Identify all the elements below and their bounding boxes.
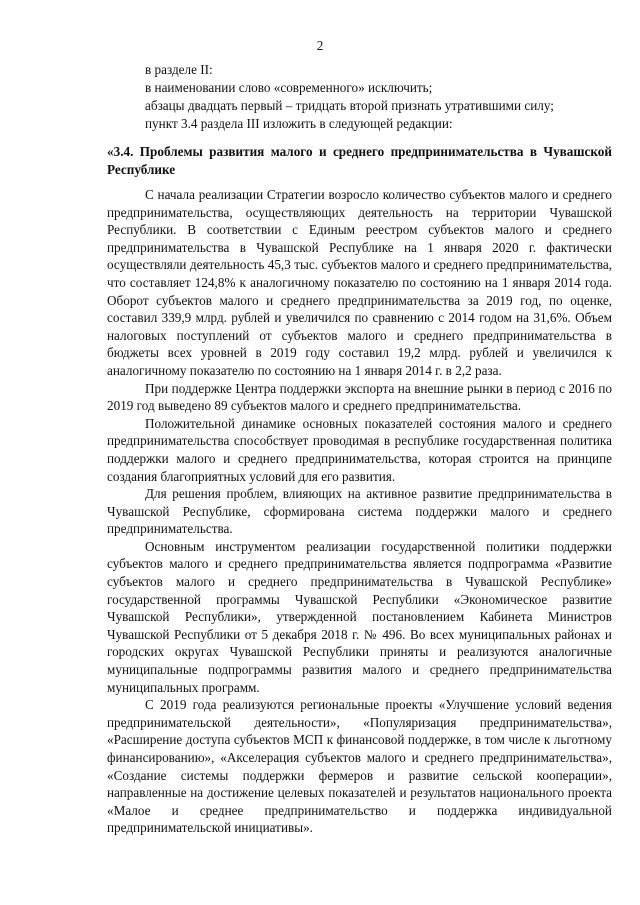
- paragraph-1: С начала реализации Стратегии возросло количество субъектов малого и среднего предпринимательства, осуществляющих деятельность на территории Чувашской Республики. В соответствии с Единым реестром субъектов малого и среднего предпринимательства в Чувашской Республике на 1 января 2020 г. фактически осуществляли деятельность 45,3 тыс. субъектов малого и среднего предпринимательства, что составляет 124,8% к аналогичному показателю по состоянию на 1 января 2014 года. Оборот субъектов малого и среднего предпринимательства за 2019 год, по оценке, составил 339,9 млрд. рублей и увеличился по сравнению с 2014 годом на 31,6%. Объем налоговых поступлений от субъектов малого и среднего предпринимательства в бюджеты всех уровней в 2019 году составил 19,2 млрд. рублей и увеличился к аналогичному показателю по состоянию на 1 января 2014 г. в 2,2 раза.: [107, 187, 612, 378]
- amendment-line-4: пункт 3.4 раздела III изложить в следующей редакции:: [145, 116, 453, 131]
- section-heading: «3.4. Проблемы развития малого и среднего предпринимательства в Чувашской Республике: [107, 144, 612, 177]
- paragraph-5: Основным инструментом реализации государственной политики поддержки субъектов малого и среднего предпринимательства является подпрограмма «Развитие субъектов малого и среднего предпринимательства в Чувашской Республике» государственной программы Чувашской Республики «Экономическое развитие Чувашской Республики», утвержденной постановлением Кабинета Министров Чувашской Республики от 5 декабря 2018 г. № 496. Во всех муниципальных районах и городских округах Чувашской Республики приняты и реализуются аналогичные муниципальные подпрограммы развития малого и среднего предпринимательства муниципальных программ.: [107, 538, 612, 695]
- amendment-line-2: в наименовании слово «современного» исключить;: [145, 80, 433, 95]
- amendment-line-3: абзацы двадцать первый – тридцать второй признать утратившими силу;: [145, 98, 554, 113]
- amendment-line-1: в разделе II:: [145, 62, 213, 77]
- paragraph-6: С 2019 года реализуются региональные проекты «Улучшение условий ведения предпринимательской деятельности», «Популяризация предпринимательства», «Расширение доступа субъектов МСП к финансовой поддержке, в том числе к льготному финансированию», «Акселерация субъектов малого и среднего предпринимательства», «Создание системы поддержки фермеров и развитие сельской кооперации», направленные на достижение целевых показателей и результатов национального проекта «Малое и среднее предпринимательство и поддержка индивидуальной предпринимательской инициативы».: [107, 697, 612, 836]
- page-number: 2: [316, 38, 324, 53]
- section-body: [107, 186, 612, 837]
- paragraph-4: Для решения проблем, влияющих на активное развитие предпринимательства в Чувашской Республике, сформирована система поддержки малого и среднего предпринимательства.: [107, 486, 612, 537]
- paragraph-2: При поддержке Центра поддержки экспорта на внешние рынки в период с 2016 по 2019 год выведено 89 субъектов малого и среднего предпринимательства.: [107, 380, 612, 414]
- paragraph-3: Положительной динамике основных показателей состояния малого и среднего предпринимательства способствует проводимая в республике государственная политика поддержки малого и среднего предпринимательства, которая строится на принципе создания благоприятных условий для его развития.: [107, 415, 612, 484]
